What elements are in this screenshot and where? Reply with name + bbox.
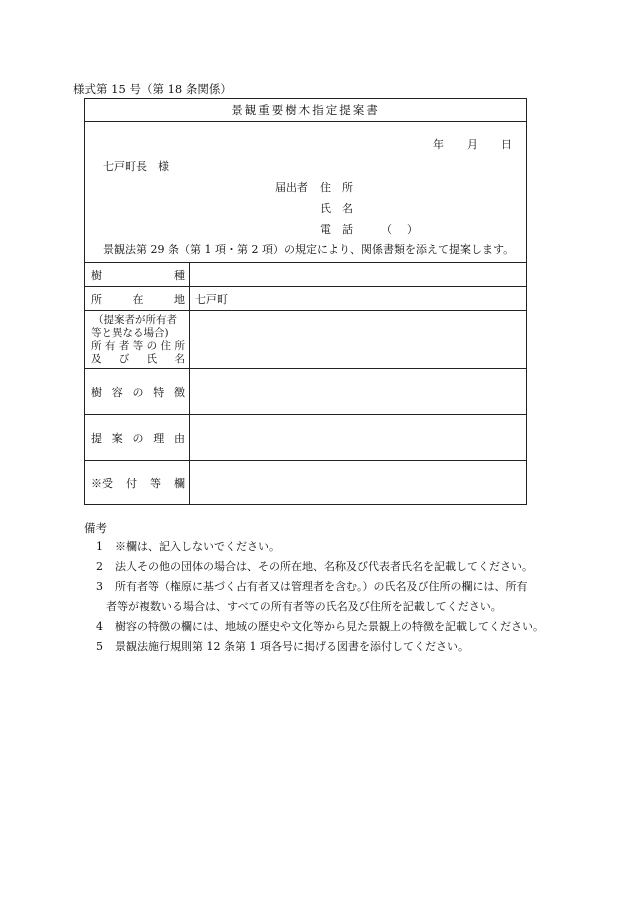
remark-item: 4 樹容の特徴の欄には、地域の歴史や文化等から見た景観上の特徴を記載してください。: [96, 620, 544, 633]
tree-features-label: 樹 容 の 特 徴: [85, 369, 190, 414]
row-reason: [85, 414, 526, 460]
address-label[interactable]: 住 所: [320, 181, 353, 194]
addressee: 七戸町長 様: [103, 160, 169, 173]
remark-item: 3 所有者等（権原に基づく占有者又は管理者を含む。）の氏名及び住所の欄には、所有: [96, 580, 528, 593]
phone-label[interactable]: 電 話: [320, 223, 353, 236]
remark-item: 1 ※欄は、記入しないでください。: [96, 540, 280, 553]
proposal-form: [84, 98, 527, 505]
phone-paren-open: （: [381, 223, 392, 236]
row-reception: [85, 460, 526, 505]
row-tree-features: [85, 368, 526, 414]
remark-item: 2 法人その他の団体の場合は、その所在地、名称及び代表者氏名を記載してください。: [96, 560, 533, 573]
phone-paren-close: ）: [407, 223, 418, 236]
remark-item-continuation: 者等が複数いる場合は、すべての所有者等の氏名及び住所を記載してください。: [106, 600, 502, 613]
date-month[interactable]: 月: [467, 138, 478, 151]
date-day[interactable]: 日: [501, 138, 512, 151]
row-tree-species: [85, 262, 526, 286]
row-owner: [85, 310, 526, 368]
row-location: [85, 286, 526, 310]
location-label: 所 在 地: [85, 287, 190, 310]
remarks-title: 備考: [84, 521, 107, 535]
date-year[interactable]: 年: [433, 138, 444, 151]
statement: 景観法第 29 条（第 1 項・第 2 項）の規定により、関係書類を添えて提案します。: [103, 243, 515, 256]
form-title: 景観重要樹木指定提案書: [85, 99, 526, 122]
reception-label: ※受 付 等 欄: [85, 461, 190, 505]
owner-label: （提案者が所有者 等と異なる場合) 所 有 者 等 の 住 所 及 び 氏 名: [85, 311, 190, 368]
applicant-label: 届出者: [275, 181, 308, 194]
name-label[interactable]: 氏 名: [320, 202, 353, 215]
remark-item: 5 景観法施行規則第 12 条第 1 項各号に掲げる図書を添付してください。: [96, 640, 469, 653]
location-value[interactable]: 七戸町: [195, 292, 228, 306]
form-number: 様式第 15 号（第 18 条関係）: [73, 82, 232, 96]
tree-species-label: 樹 種: [85, 263, 190, 286]
reason-label: 提 案 の 理 由: [85, 415, 190, 460]
